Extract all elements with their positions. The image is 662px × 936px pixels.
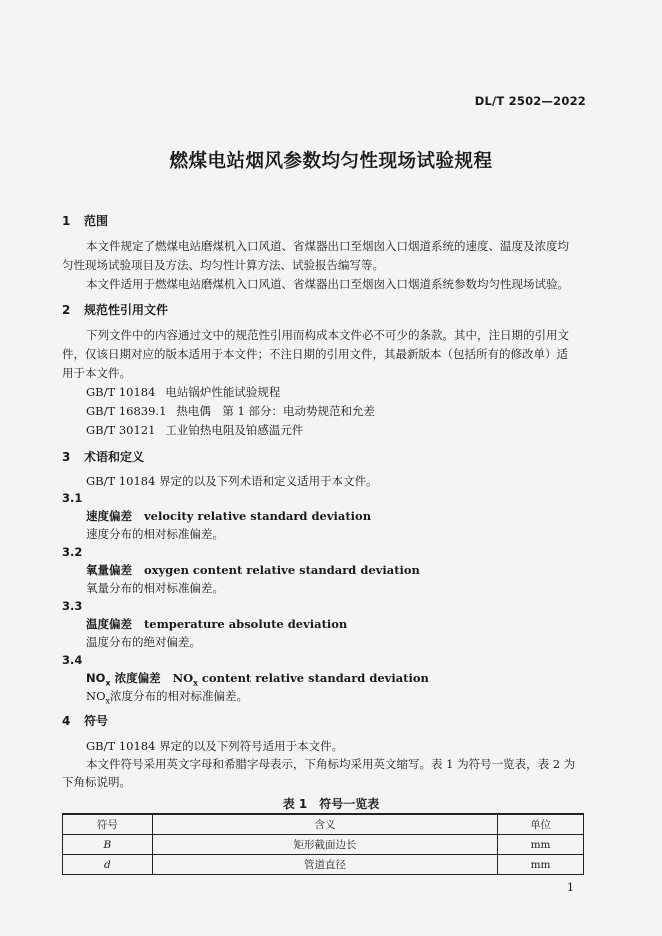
nox-prefix: NO: [86, 671, 106, 685]
term-chinese: [86, 671, 161, 688]
page-number: 1: [567, 881, 574, 894]
section-4-paragraph-1: GB/T 10184 界定的以及下列符号适用于本文件。: [86, 739, 344, 753]
section-number: 1: [62, 214, 71, 228]
section-1-paragraph-2: 本文件适用于燃煤电站磨煤机入口风道、省煤器出口至烟囱入口烟道系统参数均匀性现场试验。: [86, 277, 569, 291]
section-1-paragraph-1-line-1: 本文件规定了燃煤电站磨煤机入口风道、省煤器出口至烟囱入口烟道系统的速度、温度及浓度均: [86, 239, 569, 253]
reference-name: 电站锅炉性能试验规程: [165, 385, 281, 399]
nox-prefix: NO: [172, 671, 194, 685]
table-cell-unit: mm: [498, 835, 584, 855]
term-english: temperature absolute deviation: [144, 617, 348, 631]
nox-subscript: x: [193, 677, 198, 688]
term-definition-text: 浓度分布的相对标准偏差。: [110, 689, 249, 703]
standard-number: DL/T 2502—2022: [474, 94, 586, 108]
reference-code: GB/T 10184: [86, 385, 156, 399]
term-heading: [86, 508, 371, 524]
nox-prefix: NO: [86, 689, 106, 703]
section-title: 术语和定义: [84, 450, 145, 464]
section-4-paragraph-2-line-1: 本文件符号采用英文字母和希腊字母表示，下角标均采用英文缩写。表 1 为符号一览表，表 2 为: [86, 757, 576, 771]
term-english: [172, 671, 429, 688]
table-cell-meaning: 管道直径: [152, 855, 497, 875]
section-number: 4: [62, 714, 71, 728]
section-4-heading: [62, 712, 108, 729]
term-number: 3.1: [62, 491, 83, 505]
table-cell-symbol: d: [63, 855, 153, 875]
section-3-intro: GB/T 10184 界定的以及下列术语和定义适用于本文件。: [86, 474, 378, 488]
term-number: 3.3: [62, 599, 83, 613]
section-2-paragraph-line-1: 下列文件中的内容通过文中的规范性引用而构成本文件必不可少的条款。其中，注日期的引用文: [86, 328, 569, 342]
table-row: [63, 835, 584, 855]
reference-item: [86, 403, 375, 419]
reference-code: GB/T 30121: [86, 423, 156, 437]
term-number: 3.2: [62, 545, 83, 559]
section-4-paragraph-2-line-2: 下角标说明。: [62, 775, 131, 789]
table-cell-symbol: B: [63, 835, 153, 855]
term-definition: 氧量分布的相对标准偏差。: [86, 581, 224, 595]
table-cell-unit: mm: [498, 855, 584, 875]
term-english-text: content relative standard deviation: [197, 671, 429, 685]
reference-item: [86, 422, 303, 438]
term-chinese: 速度偏差: [86, 509, 132, 523]
term-definition: 温度分布的绝对偏差。: [86, 635, 201, 649]
term-english: oxygen content relative standard deviation: [144, 563, 420, 577]
reference-name: 热电偶 第 1 部分：电动势规范和允差: [176, 404, 376, 418]
section-2-paragraph-line-3: 用于本文件。: [62, 366, 131, 380]
reference-name: 工业铂热电阻及铂感温元件: [165, 423, 304, 437]
section-1-heading: [62, 212, 108, 229]
document-title: 燃煤电站烟风参数均匀性现场试验规程: [169, 151, 493, 172]
section-title: 范围: [84, 214, 109, 228]
table-header-symbol: 符号: [63, 814, 153, 835]
section-1-paragraph-1-line-2: 匀性现场试验项目及方法、均匀性计算方法、试验报告编写等。: [62, 258, 384, 272]
table-header-unit: 单位: [498, 814, 584, 835]
term-chinese-text: 浓度偏差: [110, 671, 161, 685]
symbol-table: [62, 813, 584, 875]
table-row: [63, 855, 584, 875]
table-cell-meaning: 矩形截面边长: [152, 835, 497, 855]
section-3-heading: [62, 448, 144, 465]
section-number: 2: [62, 303, 71, 317]
reference-item: [86, 384, 280, 400]
term-number: 3.4: [62, 653, 83, 667]
term-definition: [86, 688, 248, 705]
term-heading: [86, 616, 347, 632]
term-heading: [86, 670, 429, 687]
table-header-meaning: 含义: [152, 814, 497, 835]
table-header-row: [63, 814, 584, 835]
section-title: 规范性引用文件: [84, 303, 169, 317]
section-2-paragraph-line-2: 件，仅该日期对应的版本适用于本文件；不注日期的引用文件，其最新版本（包括所有的修改单）适: [62, 347, 568, 361]
term-definition: 速度分布的相对标准偏差。: [86, 527, 224, 541]
nox-subscript: x: [105, 696, 111, 706]
term-chinese: 氧量偏差: [86, 563, 132, 577]
table-caption: 表 1 符号一览表: [282, 797, 380, 811]
term-chinese: 温度偏差: [86, 617, 132, 631]
section-title: 符号: [84, 714, 109, 728]
section-2-heading: [62, 301, 168, 318]
nox-subscript: x: [105, 678, 111, 688]
reference-code: GB/T 16839.1: [86, 404, 167, 418]
section-number: 3: [62, 450, 71, 464]
term-heading: [86, 562, 420, 578]
term-english: velocity relative standard deviation: [144, 509, 372, 523]
